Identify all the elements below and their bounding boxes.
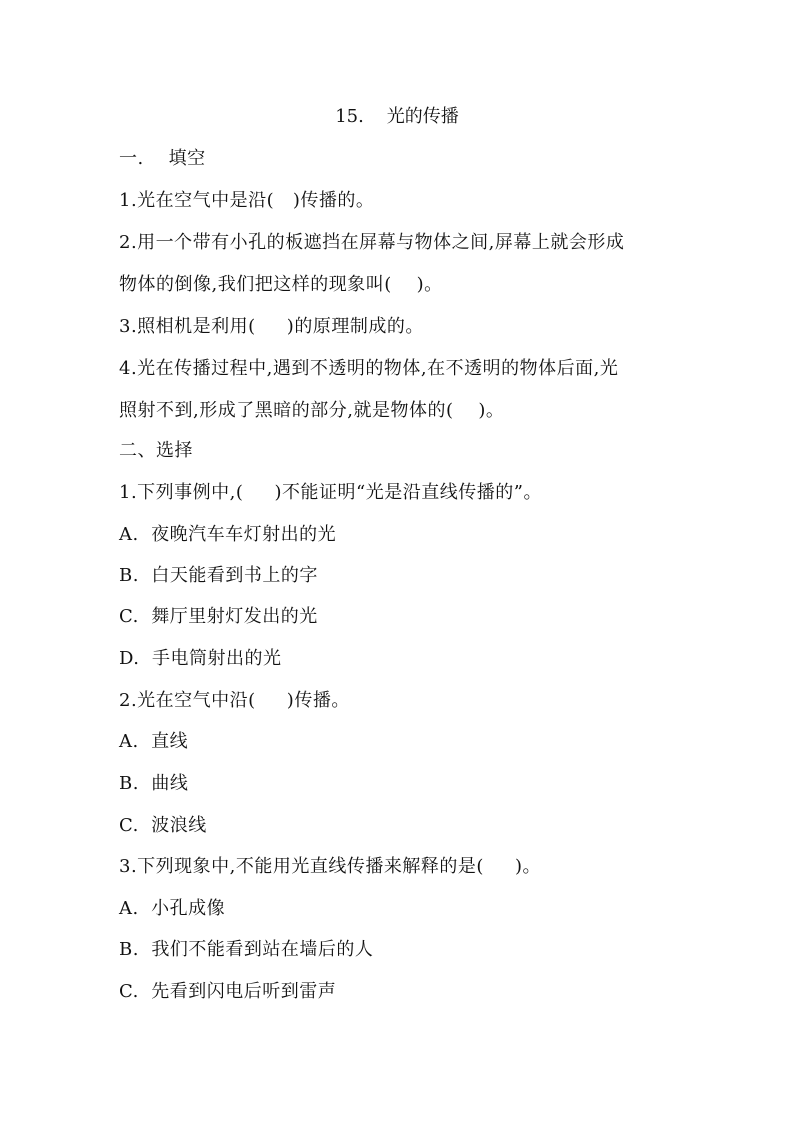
option-line: B. 白天能看到书上的字 [119,565,318,586]
question-line: 4.光在传播过程中,遇到不透明的物体,在不透明的物体后面,光 [119,358,619,379]
option-line: D. 手电筒射出的光 [119,648,282,669]
question-line: 1.下列事例中,( )不能证明“光是沿直线传播的”。 [119,482,542,503]
option-line: B. 我们不能看到站在墙后的人 [119,939,374,960]
option-line: A. 小孔成像 [119,898,226,919]
question-line: 2.光在空气中沿( )传播。 [119,690,350,711]
question-line: 物体的倒像,我们把这样的现象叫( )。 [119,274,443,295]
question-line: 照射不到,形成了黑暗的部分,就是物体的( )。 [119,400,505,421]
option-line: C. 波浪线 [119,815,207,836]
option-line: B. 曲线 [119,773,189,794]
question-line: 1.光在空气中是沿( )传播的。 [119,190,375,211]
question-line: 3.照相机是利用( )的原理制成的。 [119,316,424,337]
option-line: A. 直线 [119,731,189,752]
option-line: C. 先看到闪电后听到雷声 [119,981,337,1002]
question-line: 2.用一个带有小孔的板遮挡在屏幕与物体之间,屏幕上就会形成 [119,232,625,253]
option-line: C. 舞厅里射灯发出的光 [119,606,318,627]
section-heading-choice: 二、选择 [119,440,193,461]
question-line: 3.下列现象中,不能用光直线传播来解释的是( )。 [119,856,542,877]
option-line: A. 夜晚汽车车灯射出的光 [119,524,337,545]
page-title: 15. 光的传播 [335,106,459,127]
section-heading-fill-blank: 一. 填空 [119,148,206,169]
